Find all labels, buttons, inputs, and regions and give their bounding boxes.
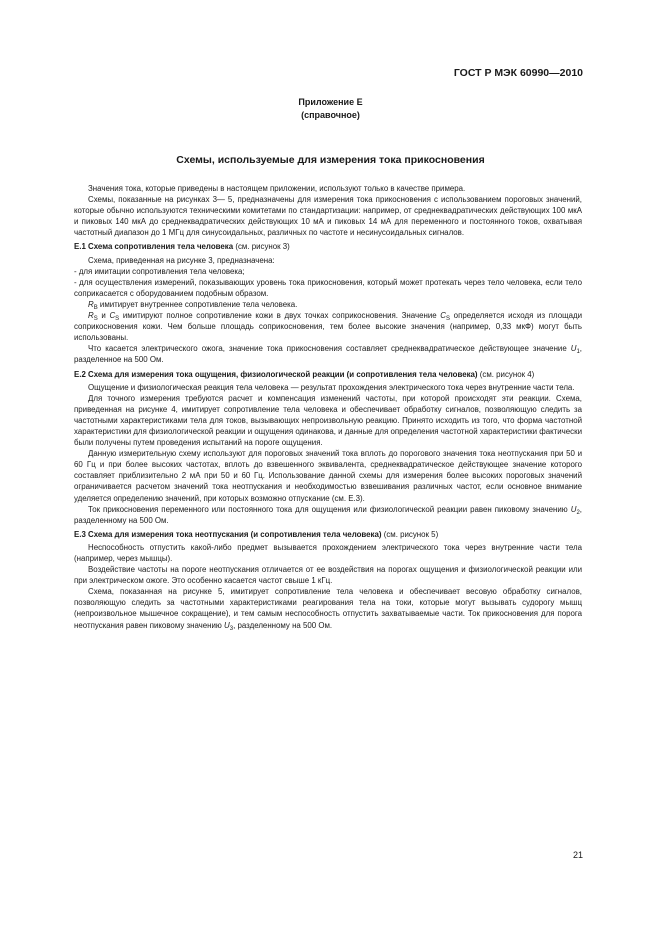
paragraph: Воздействие частоты на пороге неотпускания отличается от ее воздействия на порогах ощущения и физиологической реакции или при электрическом ожоге. Это особенно касается частот свыше 1 кГц. xyxy=(74,565,582,586)
figure-reference: (см. рисунок 3) xyxy=(233,242,290,252)
text: , разделенное на 500 Ом. xyxy=(74,344,582,365)
text: Схема, показанная на рисунке 5, имитирует сопротивление тела человека и обеспечивает весовую обработку сигналов, позволяющую следить за частотными характеристиками реагирования тела на токи, которые могут вызывать судорогу мышц (непроизвольное мышечное сокращение), и тем самым неспособность отпустить захватываемые части. Ток прикосновения для порога неотпускания равен пиковому значению xyxy=(74,587,582,630)
annex-heading xyxy=(0,96,661,122)
text: имитирует внутреннее сопротивление тела человека. xyxy=(97,299,298,309)
text: Ток прикосновения переменного или постоянного тока для ощущения или физиологической реакции равен пиковому значению xyxy=(88,504,571,514)
symbol-subscript: B xyxy=(93,304,98,311)
section-heading-text: Е.3 Схема для измерения тока неотпускания (и сопротивления тела человека) xyxy=(74,529,382,539)
section-heading-e3 xyxy=(74,529,582,540)
section-heading-text: Е.1 Схема сопротивления тела человека xyxy=(74,242,234,252)
symbol: U xyxy=(570,344,577,354)
text: имитируют полное сопротивление кожи в двух точках соприкосновения. Значение xyxy=(119,311,441,321)
text: Что касается электрического ожога, значение тока прикосновения составляет среднеквадратическое действующее значение xyxy=(88,344,571,354)
paragraph xyxy=(74,299,582,310)
paragraph: Схемы, показанные на рисунках 3— 5, предназначены для измерения тока прикосновения с использованием пороговых значений, которые обычно используются техническими комитетами по стандартизации: например, от среднеквадратических действующих 100 мкА и пиковых 140 мкА до среднеквадратических действующих 10 мА и пиковых 14 мА для переменного и постоянного токов, охватывая частотный диапазон до 1 МГц для синусоидальных, различных по частоте и несинусоидальных сигналов. xyxy=(74,195,582,238)
annex-title: Схемы, используемые для измерения тока прикосновения xyxy=(176,154,485,166)
annex-kind: (справочное) xyxy=(301,110,360,120)
symbol-subscript: 1 xyxy=(576,349,580,356)
paragraph xyxy=(74,343,582,365)
symbol: U xyxy=(570,504,577,514)
symbol: R xyxy=(88,299,94,309)
paragraph xyxy=(74,310,582,343)
section-heading-text: Е.2 Схема для измерения тока ощущения, физиологической реакции (и сопротивления тела человека) xyxy=(74,369,478,379)
section-heading-e2 xyxy=(74,369,582,380)
paragraph: Данную измерительную схему используют для пороговых значений тока вплоть до порогового значения тока неотпускания при 50 и 60 Гц и при более высоких частотах, вплоть до взвешенного эквивалента, среднеквадратическое действующее значение которого составляет приблизительно 2 мА при 50 и 60 Гц. Использование данной схемы для измерения более высоких пороговых значений ограничивается расчетом значений тока неотпускания и необходимостью взвешивания различных частот, если основное внимание уделяется определению значений, при которых возможно отпускание (см. Е.3). xyxy=(74,449,582,503)
symbol: U xyxy=(224,620,230,630)
symbol-subscript: 2 xyxy=(576,509,580,516)
annex-label: Приложение Е xyxy=(298,97,363,107)
text: определяется исходя из площади соприкосновения кожи. Чем больше площадь соприкосновения, тем более высокие значения (например, 0,33 мкФ) могут быть использованы. xyxy=(74,311,582,343)
list-item: - для имитации сопротивления тела человека; xyxy=(74,266,245,276)
page-number: 21 xyxy=(572,850,583,860)
symbol-subscript: S xyxy=(93,316,98,323)
section-heading-e1 xyxy=(74,241,582,252)
text: и xyxy=(97,311,110,321)
paragraph: Схема, приведенная на рисунке 3, предназначена: xyxy=(88,255,275,265)
paragraph: Для точного измерения требуются расчет и компенсация изменений частоты, при которой происходят эти реакции. Схема, приведенная на рисунке 4, имитирует сопротивление тела человека и обеспечивает обработку сигналов, позволяющую следить за частотными характеристиками тела для токов, вызывающих непроизвольную реакцию. Принято исходить из того, что форма частотной характеристики для физиологической реакции и ощущения одинакова, и данные для определения частотной характеристики фактически были получены путем проведения испытаний на пороге ощущения. xyxy=(74,393,582,448)
symbol: C xyxy=(440,311,446,321)
symbol: R xyxy=(88,311,94,321)
symbol-subscript: 3 xyxy=(229,625,234,632)
paragraph: Ощущение и физиологическая реакция тела человека — результат прохождения электрического тока через внутренние части тела. xyxy=(88,382,575,392)
symbol-subscript: S xyxy=(446,316,451,323)
document-body xyxy=(74,183,582,631)
symbol-subscript: S xyxy=(115,316,120,323)
text: , разделенному на 500 Ом. xyxy=(233,620,333,630)
list-item: - для осуществления измерений, показывающих уровень тока прикосновения, который может протекать через тело человека, если тело соприкасается с оборудованием подобным образом. xyxy=(74,277,582,298)
paragraph xyxy=(74,504,582,526)
standard-designation: ГОСТ Р МЭК 60990—2010 xyxy=(453,67,583,79)
figure-reference: (см. рисунок 5) xyxy=(381,529,439,539)
figure-reference: (см. рисунок 4) xyxy=(477,369,535,379)
paragraph: Значения тока, которые приведены в настоящем приложении, используют только в качестве примера. xyxy=(88,184,466,193)
symbol: C xyxy=(109,311,116,321)
text: , разделенному на 500 Ом. xyxy=(74,504,582,525)
paragraph: Неспособность отпустить какой-либо предмет вызывается прохождением электрического тока через внутренние части тела (например, через мышцы). xyxy=(74,542,582,563)
paragraph xyxy=(74,586,582,630)
